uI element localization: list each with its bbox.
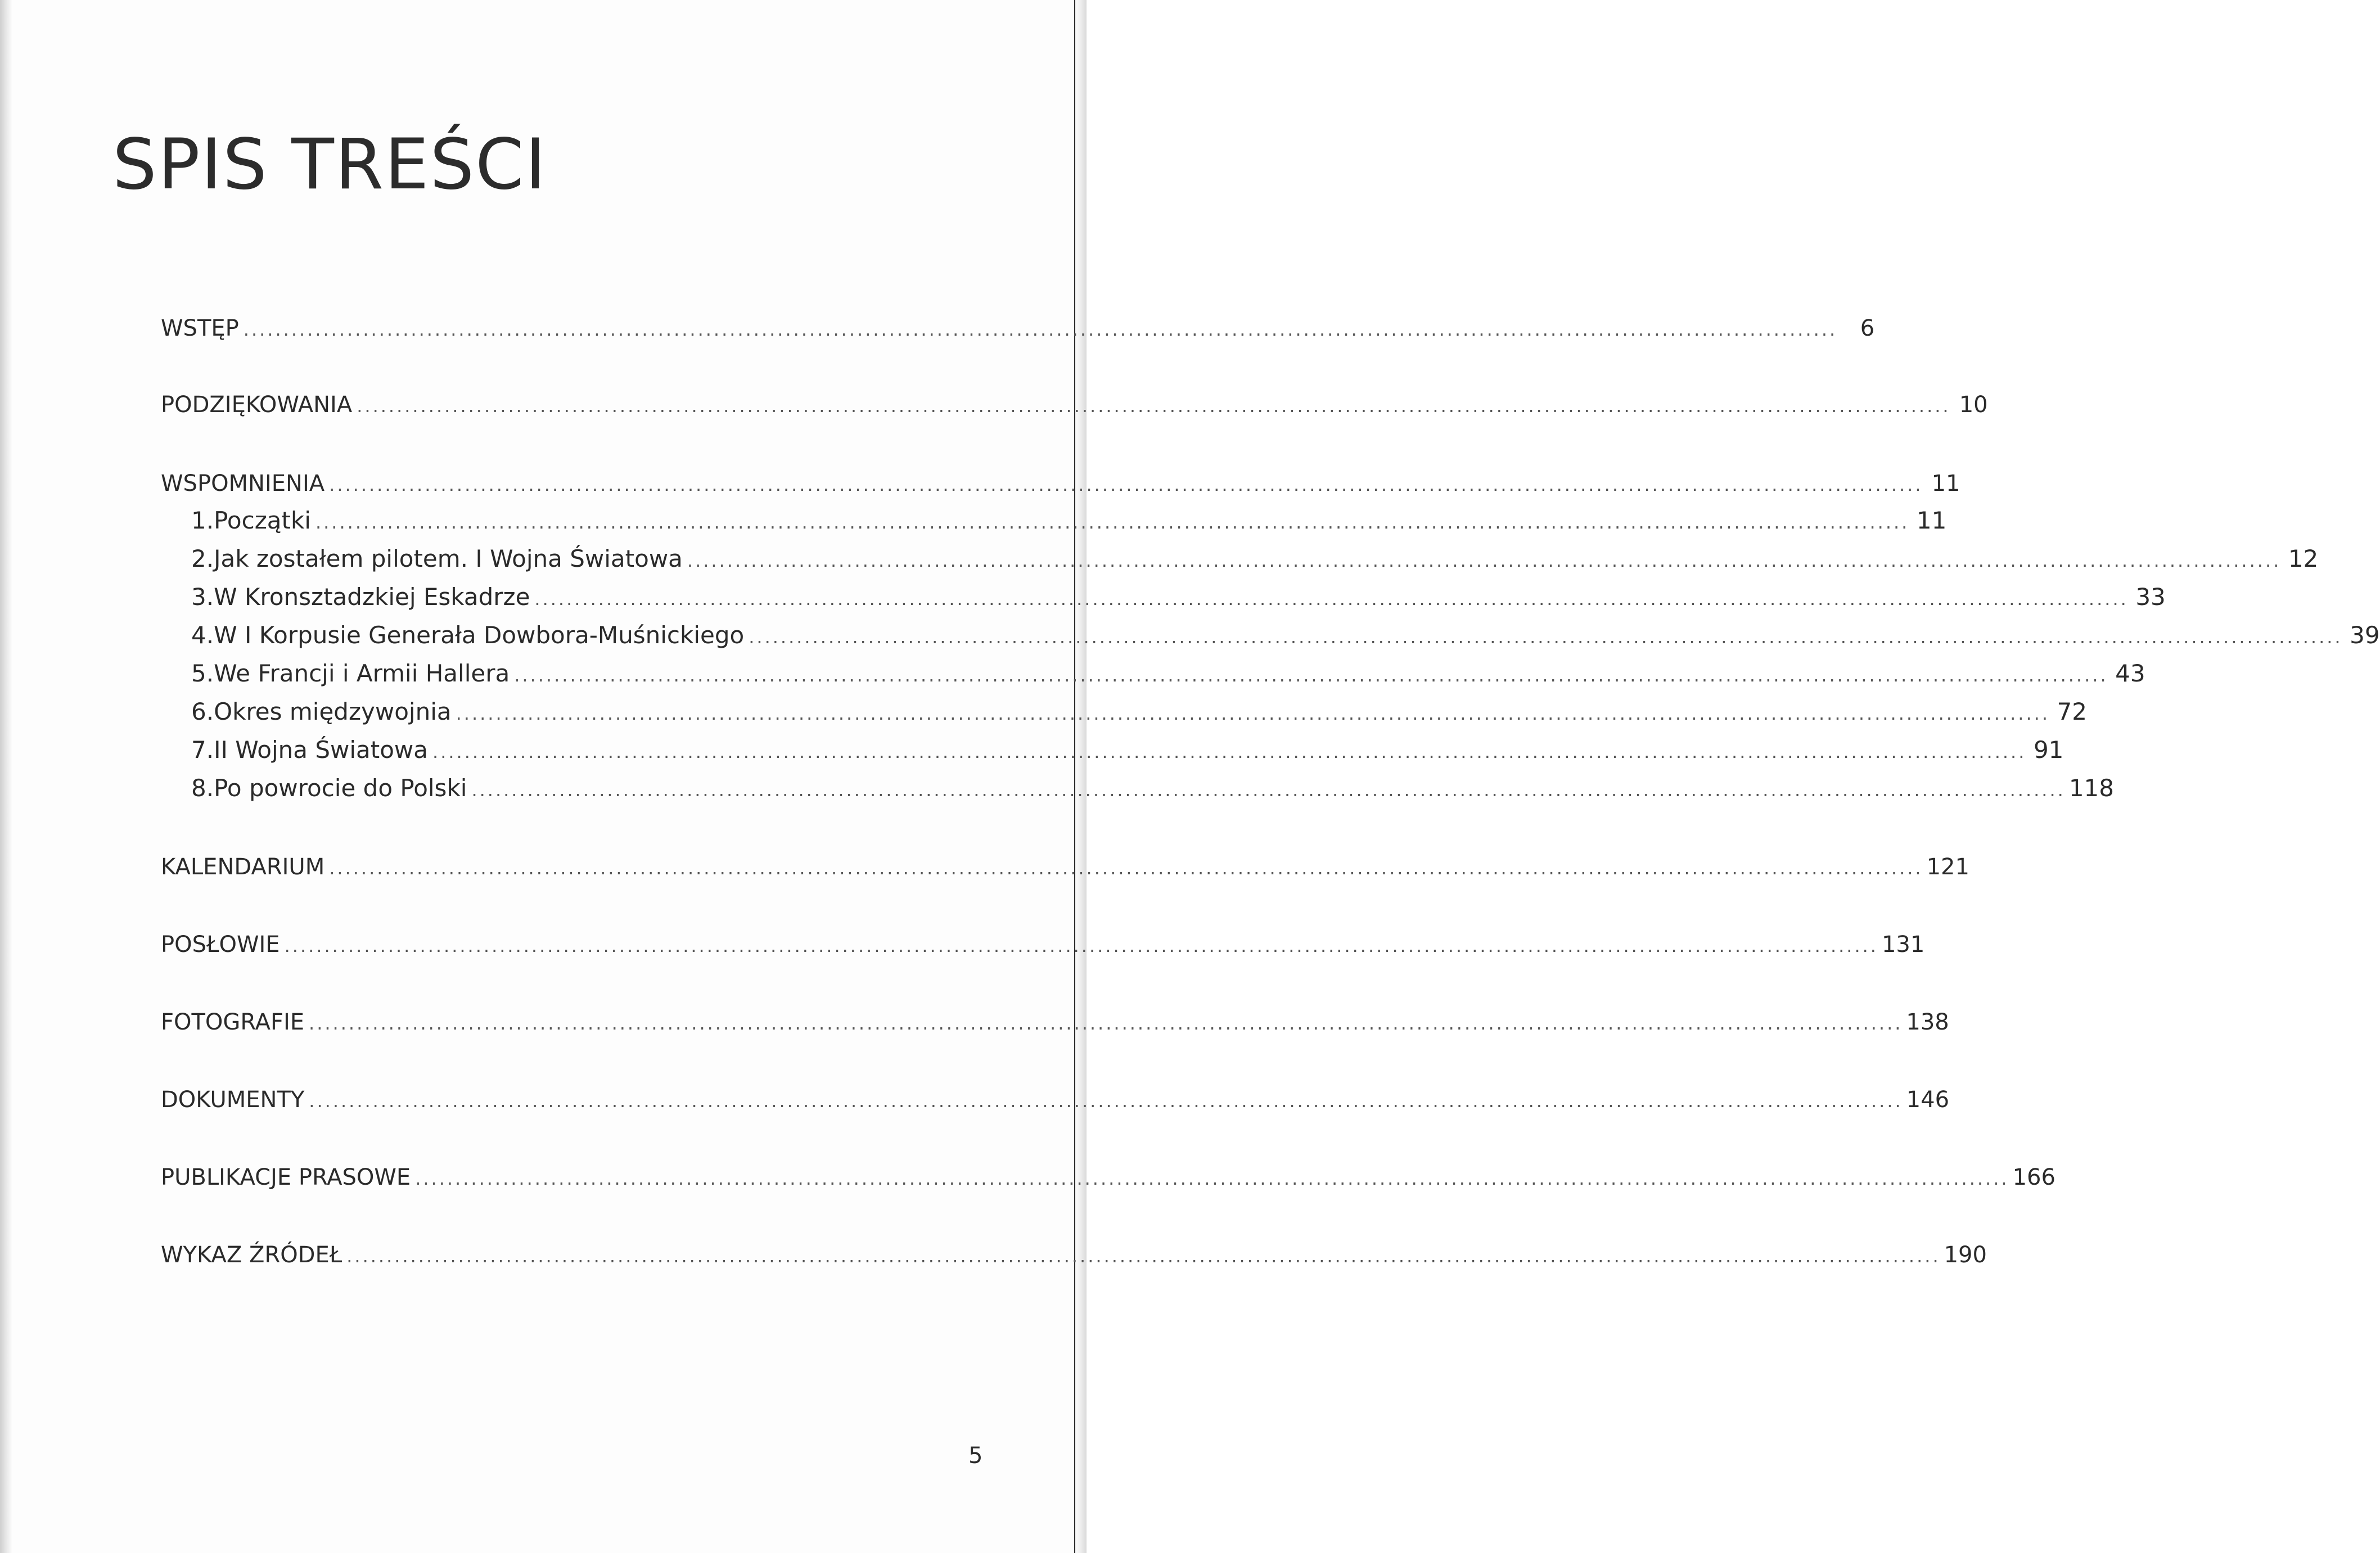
toc-entry-podziekowania: [161, 391, 1988, 419]
toc-entry-label: PODZIĘKOWANIA: [161, 392, 353, 418]
toc-entry-number: 7.: [191, 736, 214, 764]
dot-leader: ........................................................................................................................................................................................................: [432, 741, 2027, 762]
toc-entry-page: 12: [2288, 545, 2319, 572]
toc-entry-label: Jak zostałem pilotem. I Wojna Światowa: [214, 545, 683, 572]
toc-entry-label: FOTOGRAFIE: [161, 1009, 305, 1035]
toc-entry-page: 43: [2115, 660, 2145, 687]
toc-entry-number: 4.: [191, 621, 214, 649]
page-title: SPIS TREŚCI: [112, 124, 547, 206]
toc-entry-label: W I Korpusie Generała Dowbora-Muśnickiego: [214, 621, 745, 649]
toc-entry-label: KALENDARIUM: [161, 854, 325, 880]
toc-entry-label: II Wojna Światowa: [214, 736, 429, 764]
toc-subentry-7: [191, 736, 2064, 765]
toc-entry-page: 138: [1906, 1009, 1949, 1035]
toc-entry-page: 146: [1906, 1087, 1950, 1113]
dot-leader: ........................................................................................................................................................................................................: [329, 857, 1923, 879]
toc-entry-label: POSŁOWIE: [161, 932, 280, 958]
dot-leader: ........................................................................................................................................................................................................: [749, 626, 2343, 648]
toc-entry-label: Początki: [214, 507, 311, 534]
toc-entry-number: 6.: [191, 698, 214, 725]
toc-entry-wspomnienia: [161, 470, 1960, 498]
toc-entry-fotografie: [161, 1009, 1949, 1037]
toc-entry-page: 118: [2068, 774, 2114, 802]
dot-leader: ........................................................................................................................................................................................................: [514, 665, 2108, 686]
toc-entry-page: 131: [1881, 932, 1925, 958]
dot-leader: ........................................................................................................................................................................................................: [471, 779, 2066, 801]
toc-subentry-5: [191, 660, 2145, 689]
toc-entry-publikacje-prasowe: [161, 1164, 2056, 1192]
dot-leader: ........................................................................................................................................................................................................: [315, 512, 1910, 533]
toc-entry-number: 1.: [191, 507, 214, 534]
dot-leader: ........................................................................................................................................................................................................: [329, 474, 1923, 495]
toc-subentry-3: [191, 583, 2166, 612]
toc-entry-label: PUBLIKACJE PRASOWE: [161, 1164, 411, 1190]
toc-entry-page: 11: [1931, 471, 1960, 496]
toc-entry-label: DOKUMENTY: [161, 1087, 305, 1113]
toc-entry-label: We Francji i Armii Hallera: [214, 660, 510, 687]
toc-entry-wstep: [161, 315, 1875, 343]
toc-entry-label: Po powrocie do Polski: [214, 774, 467, 802]
toc-entry-page: 166: [2012, 1164, 2056, 1190]
dot-leader: ........................................................................................................................................................................................................: [415, 1168, 2009, 1189]
dot-leader: ........................................................................................................................................................................................................: [309, 1090, 1903, 1112]
dot-leader: ........................................................................................................................................................................................................: [309, 1013, 1903, 1034]
toc-subentry-8: [191, 774, 2114, 803]
scan-edge-left: [0, 0, 12, 1553]
dot-leader: ........................................................................................................................................................................................................: [534, 588, 2129, 610]
toc-entry-page: 33: [2135, 583, 2166, 611]
toc-entry-kalendarium: [161, 854, 1969, 882]
toc-entry-page: 190: [1944, 1242, 1987, 1268]
dot-leader: ........................................................................................................................................................................................................: [357, 395, 1951, 417]
dot-leader: ........................................................................................................................................................................................................: [284, 935, 1878, 956]
dot-leader: ........................................................................................................................................................................................................: [456, 703, 2050, 724]
page-number: 5: [968, 1443, 983, 1469]
toc-subentry-2: [191, 545, 2319, 574]
toc-entry-page: 91: [2033, 736, 2064, 764]
toc-subentry-6: [191, 698, 2087, 727]
toc-entry-page: 121: [1926, 854, 1969, 880]
toc-entry-dokumenty: [161, 1086, 1950, 1114]
toc-entry-label: WYKAZ ŹRÓDEŁ: [161, 1242, 342, 1268]
toc-entry-page: 11: [1916, 507, 1947, 534]
toc-entry-poslowie: [161, 931, 1925, 959]
dot-leader: ........................................................................................................................................................................................................: [346, 1245, 1941, 1267]
toc-entry-page: 10: [1959, 392, 1988, 418]
toc-entry-label: W Kronsztadzkiej Eskadrze: [214, 583, 530, 611]
toc-entry-label: Okres międzywojnia: [214, 698, 452, 725]
toc-entry-label: WSPOMNIENIA: [161, 471, 325, 496]
toc-entry-number: 8.: [191, 774, 214, 802]
dot-leader: ........................................................................................................................................................................................................: [687, 550, 2282, 571]
toc-subentry-1: [191, 507, 1947, 536]
toc-entry-label: WSTĘP: [161, 315, 239, 341]
toc-entry-page: 6: [1860, 315, 1875, 341]
toc-entry-number: 5.: [191, 660, 214, 687]
toc-subentry-4: [191, 621, 2380, 651]
toc-entry-number: 3.: [191, 583, 214, 611]
toc-entry-page: 39: [2350, 621, 2380, 649]
toc-entry-wykaz-zrodel: [161, 1242, 1987, 1270]
toc-entry-page: 72: [2057, 698, 2087, 725]
dot-leader: ........................................................................................................................................................................................................: [243, 319, 1838, 340]
toc-entry-number: 2.: [191, 545, 214, 572]
